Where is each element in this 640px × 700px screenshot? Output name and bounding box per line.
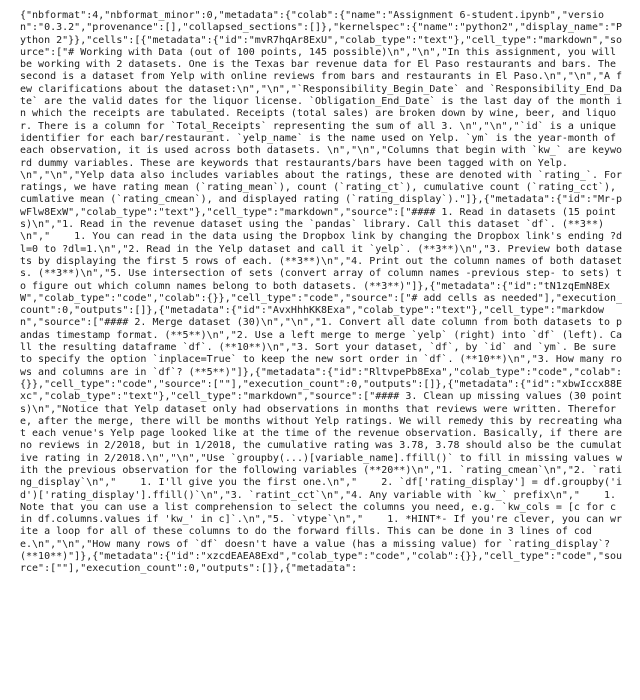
notebook-json-text: {"nbformat":4,"nbformat_minor":0,"metadata":{"colab":{"name":"Assignment 6-student.ipynb","version":"0.3.2","provenance":[],"collapsed_sections":[]},"kernelspec":{"name":"python2","display_name":"Python 2"}},"cells":[{"metadata":{"id":"mvR7hqAr8ExU","colab_type":"text"},"cell_type":"markdown","source":["# Working with Data (out of 100 points, 145 possible)\n","\n","In this assignment, you will be working with 2 datasets. One is the Texas bar revenue data for El Paso restaurants and bars. The second is a dataset from Yelp with online reviews from bars and restaurants in El Paso.\n","\n","A few clarifications about the dataset:\n","\n","`Responsibility_Begin_Date` and `Responsibility_End_Date` are the valid dates for the liquor license. `Obligation_End_Date` is the last day of the month in which the receipts are tabulated. Receipts (total sales) are broken down by wine, beer, and liquor. There is a column for `Total_Receipts` representing the sum of all 3. \n","\n","`id` is a unique identifier for each bar/restaurant. `yelp_name` is the name used on Yelp. `ym` is the year-month of each observation, it is used across both datasets. \n","\n","Columns that begin with `kw_` are keyword dummy variables. These are keywords that restaurants/bars have been tagged with on Yelp. \n","\n","Yelp data also includes variables about the ratings, these are denoted with `rating_`. For ratings, we have rating mean (`rating_mean`), count (`rating_ct`), cumulative count (`rating_cct`), cumlative mean (`rating_cmean`), and displayed rating (`rating_display`)."]},{"metadata":{"id":"Mr-pwFlw8ExW","colab_type":"text"},"cell_type":"markdown","source":["#### 1. Read in datasets (15 points)\n","1. Read in the revenue dataset using the `pandas` library. Call this dataset `df`. (**3**)\n"," 1. You can read in the data using the Dropbox link by changing the Dropbox link's ending ?dl=0 to ?dl=1.\n","2. Read in the Yelp dataset and call it `yelp`. (**3**)\n","3. Preview both datasets by displaying the first 5 rows of each. (**3**)\n","4. Print out the column names of both datasets. (**3**)\n","5. Use intersection of sets (convert array of column names -previous step- to sets) to figure out which column names belong to both datasets. (**3**)"]},{"metadata":{"id":"tN1zqEmN8ExW","colab_type":"code","colab":{}},"cell_type":"code","source":["# add cells as needed"],"execution_count":0,"outputs":[]},{"metadata":{"id":"AvxHhhKK8Exa","colab_type":"text"},"cell_type":"markdown","source":["#### 2. Merge dataset (30)\n","\n","1. Convert all date column from both datasets to pandas timestamp format. (**5**)\n","2. Use a left merge to merge `yelp` (right) into `df` (left). Call the resulting dataframe `df`. (**10**)\n","3. Sort your dataset, `df`, by `id` and `ym`. Be sure to specify the option `inplace=True` to keep the new sort order in `df`. (**10**)\n","3. How many rows and columns are in `df`? (**5**)"]},{"metadata":{"id":"RltvpePb8Exa","colab_type":"code","colab":{}},"cell_type":"code","source":[""],"execution_count":0,"outputs":[]},{"metadata":{"id":"xbwIccx88Exc","colab_type":"text"},"cell_type":"markdown","source":["#### 3. Clean up missing values (30 points)\n","Notice that Yelp dataset only had observations in months that reviews were written. Therefore, after the merge, there will be months without Yelp ratings. We will remedy this by recreating what each venue's Yelp page looked like at the time of the revenue observation. Basically, if there are no reviews in 2/2018, but in 1/2018, the cumulative rating was 3.78, 3.78 should also be the cumulative rating in 2/2018.\n","\n","Use `groupby(...)[variable_name].ffill()` to fill in missing values with the previous observation for the following variables (**20**)\n","1. `rating_cmean`\n","2. `rating_display`\n"," 1. I'll give you the first one.\n"," 2. `df['rating_display'] = df.groupby('id')['rating_display'].ffill()`\n","3. `ratint_cct`\n","4. Any variable with `kw_` prefix\n"," 1. Note that you can use a list comprehension to select the columns you need, e.g. `kw_cols = [c for c in df.columns.values if 'kw_' in c]`.\n","5. `vtype`\n"," 1. *HINT*- If you're clever, you can write a loop for all of these columns to do the forward fills. This can be done in 3 lines of code.\n","\n","How many rows of `df` doesn't have a value (has a missing value) for `rating_display`? (**10**)"]},{"metadata":{"id":"xzcdEAEA8Exd","colab_type":"code","colab":{}},"cell_type":"code","source":[""],"execution_count":0,"outputs":[]},{"metadata":	[20, 10, 629, 575]
